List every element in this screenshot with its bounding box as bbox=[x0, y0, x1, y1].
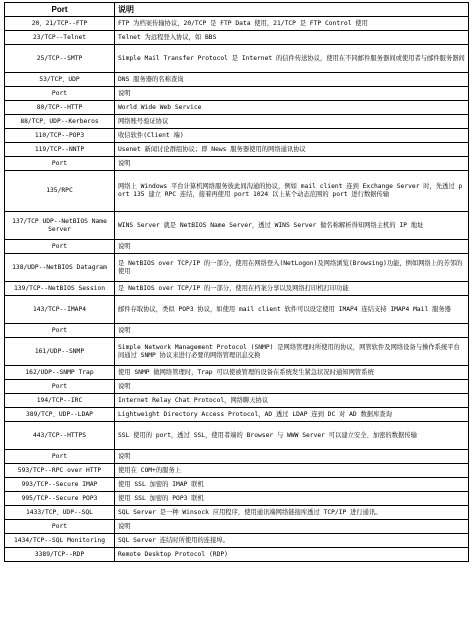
table-row bbox=[5, 422, 469, 450]
port-cell: Port bbox=[5, 520, 115, 534]
table-subheader-row bbox=[5, 157, 469, 171]
table-row bbox=[5, 492, 469, 506]
port-cell: 88/TCP、UDP--Kerberos bbox=[5, 115, 115, 129]
port-cell: 389/TCP、UDP--LDAP bbox=[5, 408, 115, 422]
port-cell: 139/TCP--NetBIOS Session bbox=[5, 282, 115, 296]
port-cell: 995/TCP--Secure POP3 bbox=[5, 492, 115, 506]
description-cell: 邮件存取协议，类似 POP3 协议，如使用 mail client 软件可以设定使用 IMAP4 连结支持 IMAP4 Mail 服务器 bbox=[115, 296, 469, 324]
port-cell: 137/TCP UDP--NetBIOS Name Server bbox=[5, 212, 115, 240]
port-cell: 119/TCP--NNTP bbox=[5, 143, 115, 157]
port-cell: 135/RPC bbox=[5, 171, 115, 212]
header-port: Port bbox=[5, 3, 115, 17]
port-cell: Port bbox=[5, 324, 115, 338]
table-row bbox=[5, 548, 469, 562]
table-row bbox=[5, 129, 469, 143]
description-cell: World Wide Web Service bbox=[115, 101, 469, 115]
port-cell: 143/TCP--IMAP4 bbox=[5, 296, 115, 324]
port-cell: Port bbox=[5, 87, 115, 101]
description-cell: WINS Server 就是 NetBIOS Name Server，透过 WINS Server 做名称解析得知网络主机的 IP 地址 bbox=[115, 212, 469, 240]
port-cell: Port bbox=[5, 240, 115, 254]
table-row bbox=[5, 45, 469, 73]
description-cell: Internet Relay Chat Protocol，网络聊天协议 bbox=[115, 394, 469, 408]
table-subheader-row bbox=[5, 240, 469, 254]
description-cell: 网络账号验证协议 bbox=[115, 115, 469, 129]
port-cell: 80/TCP--HTTP bbox=[5, 101, 115, 115]
table-row bbox=[5, 171, 469, 212]
table-row bbox=[5, 31, 469, 45]
description-cell: FTP 为档案传输协议，20/TCP 是 FTP Data 使用，21/TCP 是 FTP Control 使用 bbox=[115, 17, 469, 31]
table-row bbox=[5, 282, 469, 296]
port-table-container bbox=[4, 2, 468, 562]
port-cell: 20、21/TCP--FTP bbox=[5, 17, 115, 31]
table-row bbox=[5, 115, 469, 129]
table-row bbox=[5, 338, 469, 366]
port-cell: 443/TCP--HTTPS bbox=[5, 422, 115, 450]
description-cell: 使用在 COM+的服务上 bbox=[115, 464, 469, 478]
description-cell: 说明 bbox=[115, 240, 469, 254]
description-cell: 是 NetBIOS over TCP/IP 的一部分，使用在档案分享以及网络打印机打印功能 bbox=[115, 282, 469, 296]
table-row bbox=[5, 212, 469, 240]
table-row bbox=[5, 366, 469, 380]
port-cell: 162/UDP--SNMP Trap bbox=[5, 366, 115, 380]
description-cell: 说明 bbox=[115, 87, 469, 101]
port-cell: 25/TCP--SMTP bbox=[5, 45, 115, 73]
port-cell: 23/TCP--Telnet bbox=[5, 31, 115, 45]
table-subheader-row bbox=[5, 324, 469, 338]
table-row bbox=[5, 394, 469, 408]
table-subheader-row bbox=[5, 87, 469, 101]
description-cell: Simple Network Management Protocol (SNMP) 是网络管理时所使用的协议，网管软件及网络设备与操作系统平台间通过 SNMP 协议来进行必要的网络管理讯息交换 bbox=[115, 338, 469, 366]
description-cell: Telnet 为远程登入协议，如 BBS bbox=[115, 31, 469, 45]
table-row bbox=[5, 464, 469, 478]
description-cell: 使用 SSL 加密的 IMAP 联机 bbox=[115, 478, 469, 492]
table-body bbox=[5, 17, 469, 562]
table-row bbox=[5, 101, 469, 115]
description-cell: SQL Server 连结时所使用的连接埠。 bbox=[115, 534, 469, 548]
port-table bbox=[4, 2, 469, 562]
header-desc: 说明 bbox=[115, 3, 469, 17]
table-header-row bbox=[5, 3, 469, 17]
description-cell: DNS 服务器的名称查询 bbox=[115, 73, 469, 87]
description-cell: 是 NetBIOS over TCP/IP 的一部分，使用在网络登入(NetLogon)及网络浏览(Browsing)功能，例如网络上的芳邻的使用 bbox=[115, 254, 469, 282]
port-cell: 3389/TCP--RDP bbox=[5, 548, 115, 562]
description-cell: 使用 SSL 加密的 POP3 联机 bbox=[115, 492, 469, 506]
port-cell: 53/TCP、UDP bbox=[5, 73, 115, 87]
port-cell: 593/TCP--RPC over HTTP bbox=[5, 464, 115, 478]
port-cell: 993/TCP--Secure IMAP bbox=[5, 478, 115, 492]
description-cell: Simple Mail Transfer Protocol 是 Internet 的信件传送协议，使用在不同邮件服务器间或使用者与邮件服务器间 bbox=[115, 45, 469, 73]
port-cell: 110/TCP--POP3 bbox=[5, 129, 115, 143]
table-row bbox=[5, 17, 469, 31]
table-subheader-row bbox=[5, 380, 469, 394]
description-cell: 说明 bbox=[115, 520, 469, 534]
description-cell: 说明 bbox=[115, 450, 469, 464]
description-cell: 说明 bbox=[115, 380, 469, 394]
description-cell: Lightweight Directory Access Protocol，AD 透过 LDAP 连到 DC 对 AD 数据库查询 bbox=[115, 408, 469, 422]
port-cell: 1433/TCP、UDP--SQL bbox=[5, 506, 115, 520]
description-cell: 收信软件(Client 端) bbox=[115, 129, 469, 143]
table-row bbox=[5, 143, 469, 157]
port-cell: Port bbox=[5, 157, 115, 171]
table-row bbox=[5, 408, 469, 422]
port-cell: 161/UDP--SNMP bbox=[5, 338, 115, 366]
port-cell: Port bbox=[5, 450, 115, 464]
description-cell: Usenet 新闻讨论群组协议；即 News 服务器使用的网络通讯协议 bbox=[115, 143, 469, 157]
table-row bbox=[5, 73, 469, 87]
description-cell: SSL 使用的 port，透过 SSL，使用者端的 Browser 与 WWW Server 可以建立安全、加密的数据传输 bbox=[115, 422, 469, 450]
description-cell: 网络上 Windows 平台计算机网络服务彼此间沟通的协议，例如 mail client 连到 Exchange Server 时，先透过 port 135 建立 RPC 连结，接着再使用 port 1024 以上某个动态范围的 port 进行数据传输 bbox=[115, 171, 469, 212]
table-subheader-row bbox=[5, 520, 469, 534]
description-cell: 说明 bbox=[115, 157, 469, 171]
port-cell: 1434/TCP--SQL Monitoring bbox=[5, 534, 115, 548]
description-cell: 说明 bbox=[115, 324, 469, 338]
port-cell: Port bbox=[5, 380, 115, 394]
port-cell: 194/TCP--IRC bbox=[5, 394, 115, 408]
description-cell: Remote Desktop Protocol (RDP) bbox=[115, 548, 469, 562]
table-row bbox=[5, 296, 469, 324]
table-row bbox=[5, 534, 469, 548]
table-row bbox=[5, 478, 469, 492]
table-subheader-row bbox=[5, 450, 469, 464]
table-row bbox=[5, 254, 469, 282]
port-cell: 138/UDP--NetBIOS Datagram bbox=[5, 254, 115, 282]
table-row bbox=[5, 506, 469, 520]
description-cell: 使用 SNMP 做网络管理时，Trap 可以使被管理的设备在系统发生紧急状况时通知网管系统 bbox=[115, 366, 469, 380]
description-cell: SQL Server 是一种 Winsock 应用程序，使用通讯端网络链接库透过 TCP/IP 进行通讯。 bbox=[115, 506, 469, 520]
